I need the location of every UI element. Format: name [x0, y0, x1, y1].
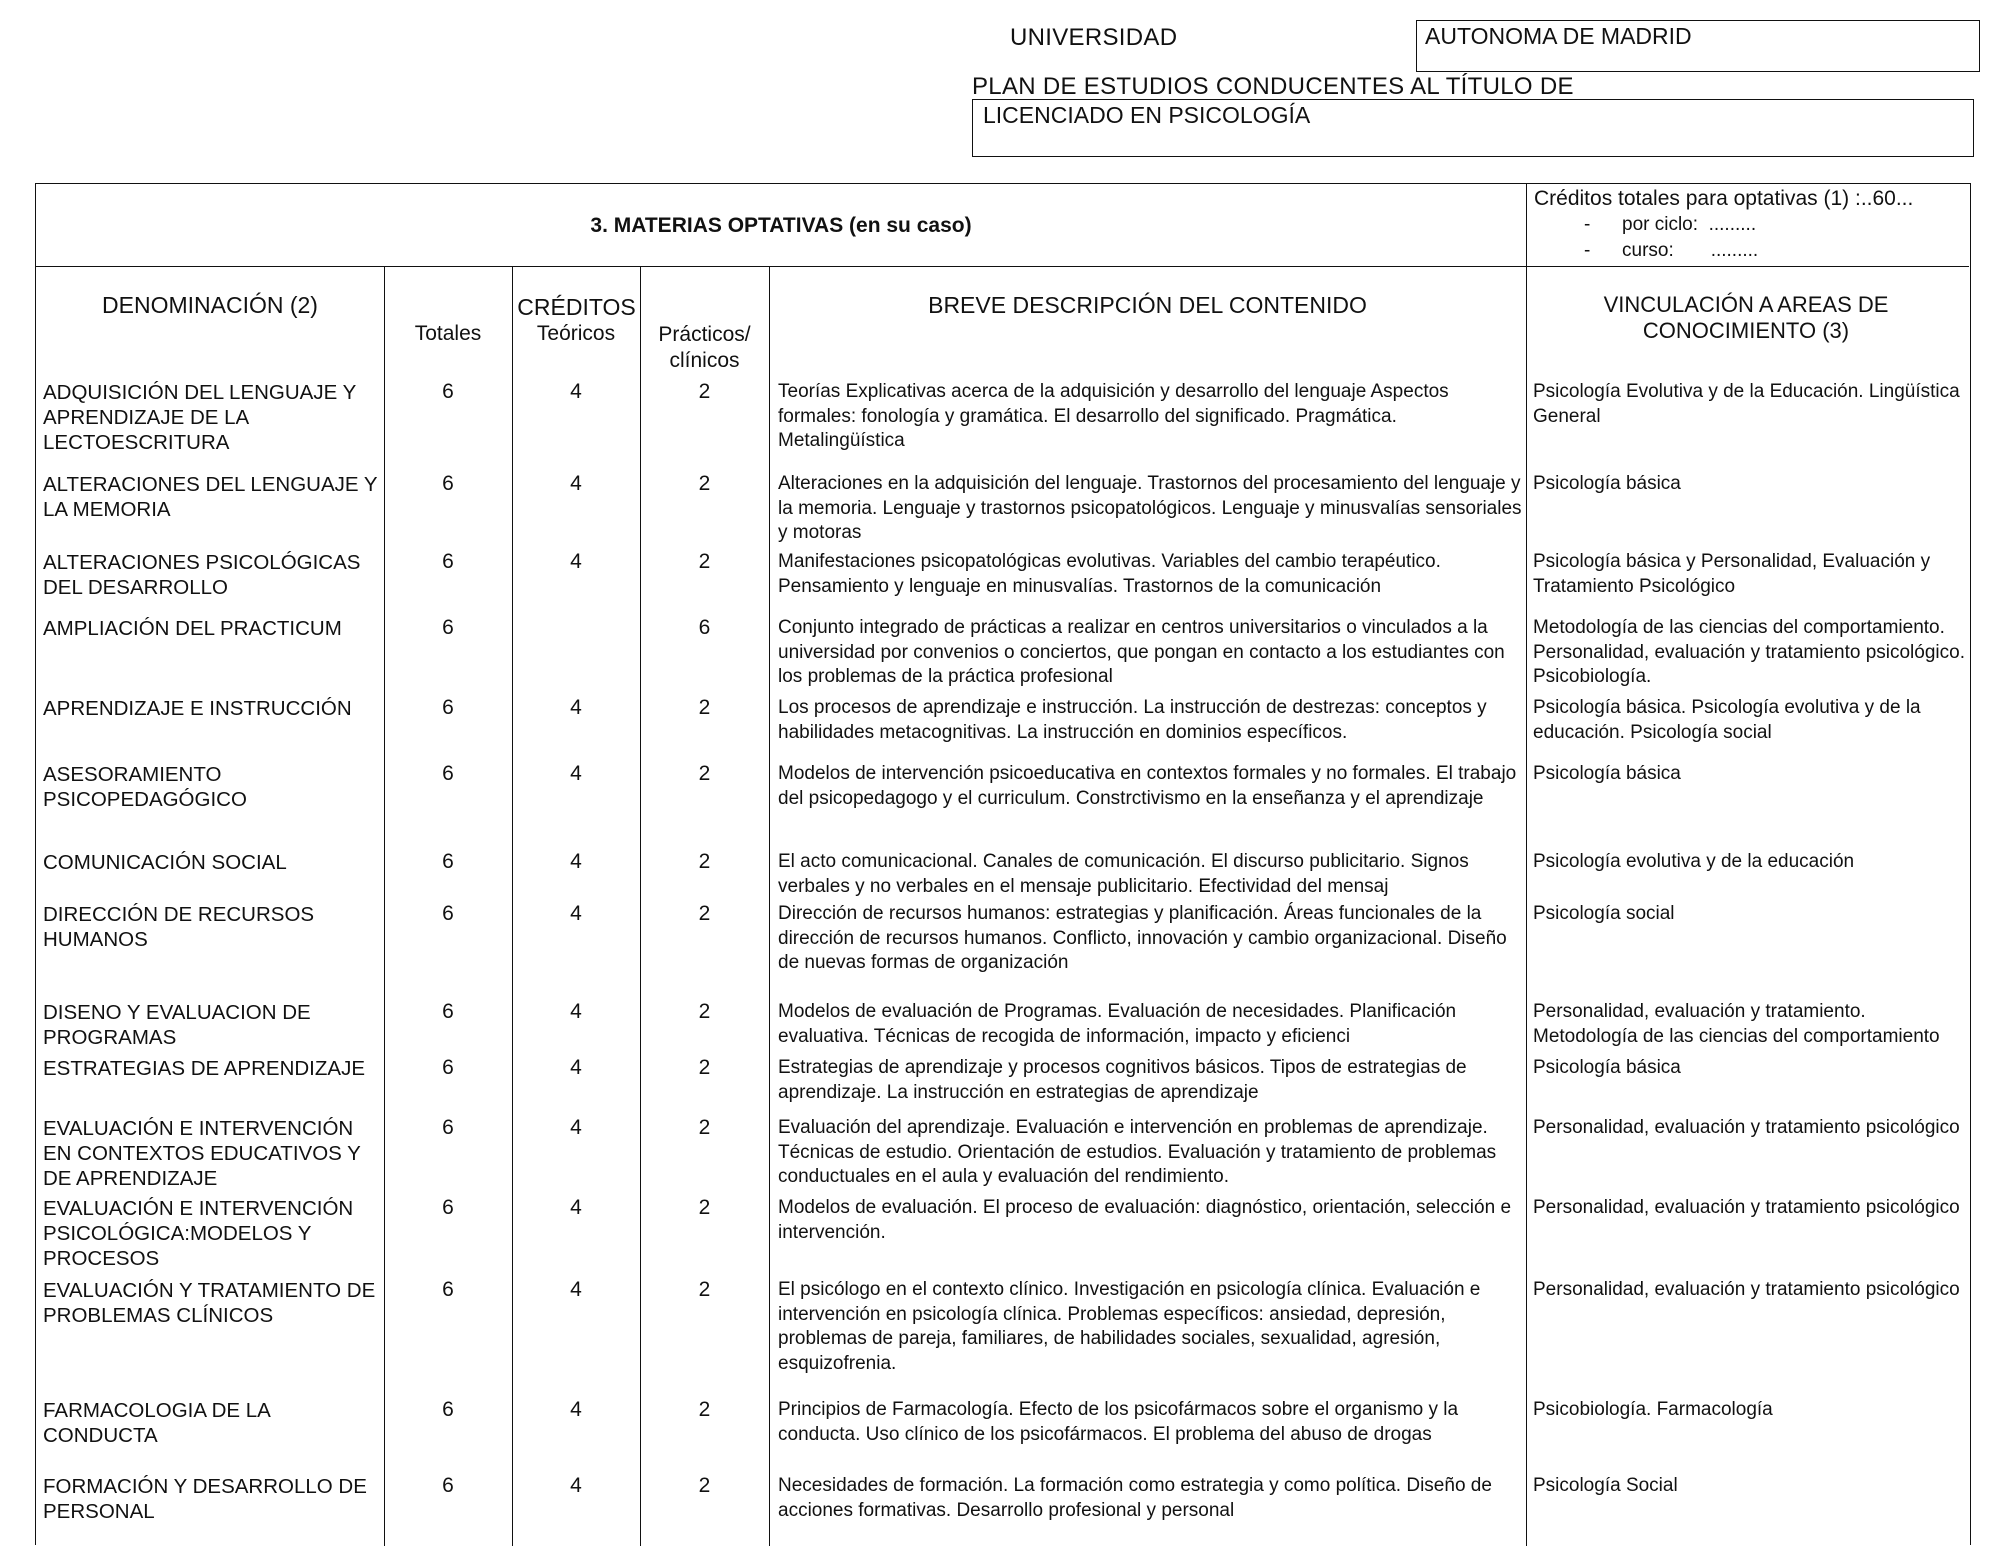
row-vinculacion: Psicología básica: [1533, 1057, 1681, 1078]
row-creditos-practicos: 2: [698, 1196, 711, 1219]
plan-value-box: [972, 99, 1974, 157]
universidad-value: AUTONOMA DE MADRID: [1425, 23, 1692, 49]
row-creditos-teoricos: 4: [570, 1474, 582, 1497]
row-denominacion: AMPLIACIÓN DEL PRACTICUM: [43, 617, 342, 640]
row-creditos-practicos: 2: [698, 1398, 711, 1421]
universidad-value-box: [1416, 20, 1980, 72]
row-creditos-totales: 6: [442, 902, 454, 925]
row-descripcion: El acto comunicacional. Canales de comunicación. El discurso publicitario. Signos verbales y no verbales en el mensaje publicitario. Efectividad del mensaj: [778, 851, 1469, 897]
row-descripcion: Los procesos de aprendizaje e instrucción. La instrucción de destrezas: conceptos y habilidades metacognitivas. La instrucción en dominios específicos.: [778, 697, 1487, 743]
row-creditos-teoricos: 4: [570, 550, 582, 573]
row-creditos-practicos: 6: [698, 616, 711, 639]
row-creditos-totales: 6: [442, 1056, 454, 1079]
row-creditos-teoricos: 4: [570, 1196, 582, 1219]
row-creditos-practicos: 2: [698, 1000, 711, 1023]
row-denominacion: COMUNICACIÓN SOCIAL: [43, 851, 287, 874]
row-creditos-totales: 6: [442, 1398, 454, 1421]
row-creditos-totales: 6: [442, 550, 454, 573]
row-creditos-practicos: 2: [698, 902, 711, 925]
row-creditos-teoricos: 4: [570, 902, 582, 925]
row-vinculacion: Psicología social: [1533, 903, 1675, 924]
row-descripcion: Conjunto integrado de prácticas a realizar en centros universitarios o vinculados a la universidad por convenios o conciertos, que pongan en contacto a los estudiantes con los problemas de la práctica profesional: [778, 617, 1505, 687]
row-creditos-totales: 6: [442, 1000, 454, 1023]
row-descripcion: Modelos de evaluación de Programas. Evaluación de necesidades. Planificación evaluativa. Técnicas de recogida de información, impacto y eficienci: [778, 1001, 1457, 1047]
col-practicos: Prácticos/ clínicos: [658, 323, 751, 372]
row-creditos-practicos: 2: [698, 850, 711, 873]
row-denominacion: ADQUISICIÓN DEL LENGUAJE Y APRENDIZAJE DE LA LECTOESCRITURA: [43, 381, 356, 454]
row-creditos-practicos: 2: [698, 550, 711, 573]
col-teoricos: Teóricos: [536, 322, 616, 345]
row-vinculacion: Psicología evolutiva y de la educación: [1533, 851, 1855, 872]
row-denominacion: FORMACIÓN Y DESARROLLO DE PERSONAL: [43, 1475, 367, 1523]
row-descripcion: Principios de Farmacología. Efecto de los psicofármacos sobre el organismo y la conducta. Uso clínico de los psicofármacos. El problema del abuso de drogas: [778, 1399, 1459, 1445]
col-divider-area: [1526, 184, 1527, 1546]
title-divider: [36, 266, 1969, 267]
col-creditos: CRÉDITOS: [517, 294, 636, 320]
row-denominacion: DISENO Y EVALUACION DE PROGRAMAS: [43, 1001, 311, 1049]
por-ciclo: - por ciclo: .........: [1584, 214, 1757, 235]
optativas-table: [35, 183, 1971, 1545]
row-creditos-totales: 6: [442, 762, 454, 785]
row-descripcion: Evaluación del aprendizaje. Evaluación e intervención en problemas de aprendizaje. Técnicas de estudio. Orientación de estudios. Evaluación y tratamiento de problemas conductuales en el aula y evaluación del rendimiento.: [778, 1117, 1497, 1187]
col-denominacion: DENOMINACIÓN (2): [102, 292, 318, 318]
row-creditos-totales: 6: [442, 616, 454, 639]
row-vinculacion: Psicología Social: [1533, 1475, 1678, 1496]
plan-label: PLAN DE ESTUDIOS CONDUCENTES AL TÍTULO DE: [972, 73, 1574, 100]
row-creditos-teoricos: 4: [570, 1278, 582, 1301]
creditos-totales: Créditos totales para optativas (1) :..60...: [1534, 187, 1914, 210]
curso: - curso: .........: [1584, 240, 1759, 261]
row-vinculacion: Psicobiología. Farmacología: [1533, 1399, 1773, 1420]
row-creditos-practicos: 2: [698, 1474, 711, 1497]
row-vinculacion: Personalidad, evaluación y tratamiento. Metodología de las ciencias del comportamiento: [1533, 1001, 1940, 1047]
plan-value: LICENCIADO EN PSICOLOGÍA: [983, 102, 1311, 128]
col-totales: Totales: [414, 322, 482, 345]
row-vinculacion: Psicología básica. Psicología evolutiva y de la educación. Psicología social: [1533, 697, 1921, 743]
row-creditos-totales: 6: [442, 380, 454, 403]
row-creditos-teoricos: 4: [570, 1000, 582, 1023]
row-creditos-practicos: 2: [698, 1056, 711, 1079]
row-denominacion: ASESORAMIENTO PSICOPEDAGÓGICO: [43, 763, 247, 811]
row-vinculacion: Personalidad, evaluación y tratamiento psicológico: [1533, 1197, 1960, 1218]
row-descripcion: Modelos de intervención psicoeducativa en contextos formales y no formales. El trabajo del psicopedagogo y el curriculum. Constrctivismo en la enseñanza y el aprendizaje: [778, 763, 1517, 809]
row-creditos-practicos: 2: [698, 762, 711, 785]
row-descripcion: El psicólogo en el contexto clínico. Investigación en psicología clínica. Evaluación e intervención en psicología clínica. Problemas específicos: ansiedad, depresión, problemas de pareja, familiares, de habilidades sociales, sexualidad, agresión, esquizofrenia.: [778, 1279, 1481, 1374]
row-vinculacion: Personalidad, evaluación y tratamiento psicológico: [1533, 1279, 1960, 1300]
row-creditos-practicos: 2: [698, 696, 711, 719]
row-creditos-teoricos: 4: [570, 762, 582, 785]
col-descripcion: BREVE DESCRIPCIÓN DEL CONTENIDO: [928, 292, 1367, 318]
row-descripcion: Teorías Explicativas acerca de la adquisición y desarrollo del lenguaje Aspectos formales: fonología y gramática. El desarrollo del significado. Pragmática. Metalingüística: [778, 381, 1449, 451]
row-vinculacion: Personalidad, evaluación y tratamiento psicológico: [1533, 1117, 1960, 1138]
row-creditos-teoricos: 4: [570, 380, 582, 403]
universidad-label: UNIVERSIDAD: [1010, 24, 1178, 51]
row-creditos-practicos: 2: [698, 1116, 711, 1139]
row-descripcion: Alteraciones en la adquisición del lenguaje. Trastornos del procesamiento del lenguaje y la memoria. Lenguaje y trastornos psicopatológicos. Lenguaje y minusvalías sensoriales y motoras: [778, 473, 1522, 543]
row-denominacion: ALTERACIONES DEL LENGUAJE Y LA MEMORIA: [43, 473, 378, 521]
row-descripcion: Estrategias de aprendizaje y procesos cognitivos básicos. Tipos de estrategias de aprendizaje. La instrucción en estrategias de aprendizaje: [778, 1057, 1467, 1103]
row-creditos-teoricos: 4: [570, 1056, 582, 1079]
row-vinculacion: Metodología de las ciencias del comportamiento. Personalidad, evaluación y tratamiento psicológico. Psicobiología.: [1533, 617, 1965, 687]
row-creditos-totales: 6: [442, 1474, 454, 1497]
row-denominacion: EVALUACIÓN E INTERVENCIÓN EN CONTEXTOS EDUCATIVOS Y DE APRENDIZAJE: [43, 1117, 361, 1190]
row-creditos-teoricos: 4: [570, 1116, 582, 1139]
col-vinculacion: VINCULACIÓN A AREAS DE CONOCIMIENTO (3): [1603, 292, 1889, 343]
row-denominacion: EVALUACIÓN E INTERVENCIÓN PSICOLÓGICA:MODELOS Y PROCESOS: [43, 1197, 354, 1270]
row-creditos-totales: 6: [442, 850, 454, 873]
row-creditos-teoricos: 4: [570, 1398, 582, 1421]
row-denominacion: ESTRATEGIAS DE APRENDIZAJE: [43, 1057, 365, 1080]
row-creditos-totales: 6: [442, 1116, 454, 1139]
row-denominacion: DIRECCIÓN DE RECURSOS HUMANOS: [43, 903, 315, 951]
row-denominacion: APRENDIZAJE E INSTRUCCIÓN: [43, 697, 352, 720]
row-descripcion: Dirección de recursos humanos: estrategias y planificación. Áreas funcionales de la dirección de recursos humanos. Conflicto, innovación y cambio organizacional. Diseño de nuevas formas de organización: [778, 903, 1507, 973]
row-descripcion: Manifestaciones psicopatológicas evolutivas. Variables del cambio terapéutico. Pensamiento y lenguaje en minusvalías. Trastornos de la comunicación: [778, 551, 1441, 597]
row-creditos-totales: 6: [442, 1278, 454, 1301]
row-vinculacion: Psicología básica: [1533, 763, 1681, 784]
row-creditos-teoricos: 4: [570, 850, 582, 873]
row-creditos-teoricos: 4: [570, 696, 582, 719]
row-vinculacion: Psicología básica: [1533, 473, 1681, 494]
row-creditos-totales: 6: [442, 472, 454, 495]
row-creditos-teoricos: 4: [570, 472, 582, 495]
creditos-totales-block: [1534, 186, 1913, 264]
row-descripcion: Modelos de evaluación. El proceso de evaluación: diagnóstico, orientación, selección e intervención.: [778, 1197, 1512, 1243]
row-denominacion: FARMACOLOGIA DE LA CONDUCTA: [43, 1399, 270, 1447]
row-creditos-totales: 6: [442, 696, 454, 719]
row-descripcion: Necesidades de formación. La formación como estrategia y como política. Diseño de acciones formativas. Desarrollo profesional y personal: [778, 1475, 1492, 1521]
row-denominacion: EVALUACIÓN Y TRATAMIENTO DE PROBLEMAS CLÍNICOS: [43, 1279, 376, 1327]
row-vinculacion: Psicología Evolutiva y de la Educación. Lingüística General: [1533, 381, 1960, 427]
row-denominacion: ALTERACIONES PSICOLÓGICAS DEL DESARROLLO: [43, 551, 361, 599]
col-divider-pra: [769, 266, 770, 1546]
table-title: 3. MATERIAS OPTATIVAS (en su caso): [590, 214, 972, 237]
row-creditos-totales: 6: [442, 1196, 454, 1219]
row-creditos-practicos: 2: [698, 380, 711, 403]
row-vinculacion: Psicología básica y Personalidad, Evaluación y Tratamiento Psicológico: [1533, 551, 1931, 597]
row-creditos-practicos: 2: [698, 472, 711, 495]
row-creditos-practicos: 2: [698, 1278, 711, 1301]
